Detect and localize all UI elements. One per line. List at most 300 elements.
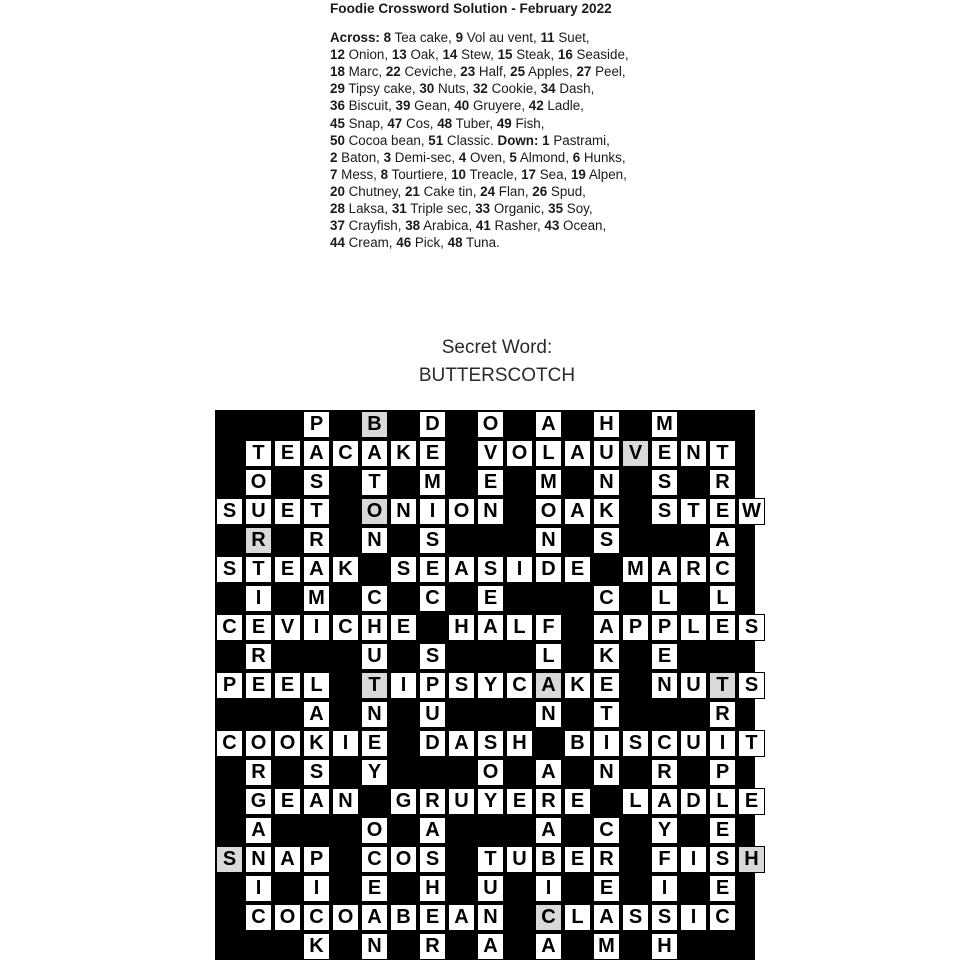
grid-cell: S — [216, 846, 243, 873]
grid-cell: S — [738, 672, 765, 699]
grid-cell: R — [303, 527, 330, 554]
grid-cell: I — [506, 556, 533, 583]
grid-cell: N — [361, 933, 388, 960]
grid-cell: U — [245, 498, 272, 525]
clue-number: 18 — [330, 64, 345, 80]
clue-answer: Demi-sec, — [391, 149, 459, 165]
grid-cell: K — [390, 440, 417, 467]
grid-cell: E — [564, 556, 591, 583]
grid-cell: V — [622, 440, 649, 467]
grid-cell: N — [477, 498, 504, 525]
grid-cell: T — [361, 672, 388, 699]
grid-cell: O — [390, 846, 417, 873]
clue-answer: Onion, — [344, 47, 392, 63]
grid-cell: A — [303, 556, 330, 583]
grid-cell: A — [535, 672, 562, 699]
grid-cell: T — [738, 730, 765, 757]
grid-cell: E — [709, 875, 736, 902]
grid-cell: N — [535, 701, 562, 728]
grid-cell: T — [593, 701, 620, 728]
grid-cell: H — [448, 614, 475, 641]
grid-cell: C — [419, 585, 446, 612]
clue-number: 21 — [404, 183, 420, 199]
clue-number: 41 — [475, 218, 491, 234]
grid-cell: N — [332, 788, 359, 815]
grid-cell: E — [245, 614, 272, 641]
clue-number: Down: 1 — [497, 132, 550, 148]
grid-cell: A — [245, 817, 272, 844]
clue-number: 39 — [395, 98, 411, 114]
grid-cell: L — [506, 614, 533, 641]
grid-cell: K — [303, 933, 330, 960]
clue-answer: Stew, — [457, 47, 498, 63]
clue-answer: Tuna. — [462, 235, 500, 251]
grid-cell: S — [419, 846, 446, 873]
grid-cell: O — [274, 904, 301, 931]
grid-cell: B — [390, 904, 417, 931]
grid-cell: T — [303, 498, 330, 525]
clue-answer: Treacle, — [466, 166, 522, 182]
clue-answer: Nuts, — [434, 81, 473, 97]
clue-number: 51 — [428, 132, 444, 148]
grid-cell: S — [448, 672, 475, 699]
clue-answer: Laksa, — [344, 201, 392, 217]
grid-cell: N — [680, 440, 707, 467]
clue-number: 47 — [387, 115, 403, 131]
grid-cell: T — [245, 556, 272, 583]
grid-cell: S — [651, 469, 678, 496]
clue-answer: Flan, — [495, 183, 533, 199]
clue-answer: Gruyere, — [469, 98, 529, 114]
clue-number: 16 — [557, 47, 573, 63]
clue-answer: Rasher, — [490, 218, 545, 234]
grid-cell: P — [651, 614, 678, 641]
grid-cell: N — [593, 759, 620, 786]
grid-cell: A — [535, 759, 562, 786]
grid-cell: M — [303, 585, 330, 612]
clue-number: 2 — [330, 149, 338, 165]
grid-cell: S — [477, 730, 504, 757]
clue-number: 22 — [385, 64, 401, 80]
clue-answer: Ladle, — [543, 98, 584, 114]
clue-answer: Suet, — [554, 30, 590, 46]
grid-cell: S — [622, 730, 649, 757]
clue-answer: Soy, — [563, 201, 593, 217]
grid-cell: H — [651, 933, 678, 960]
grid-cell: E — [419, 904, 446, 931]
grid-cell: R — [245, 759, 272, 786]
clue-number: 43 — [544, 218, 560, 234]
grid-cell: Y — [477, 672, 504, 699]
grid-cell: A — [448, 730, 475, 757]
grid-cell: G — [245, 788, 272, 815]
clue-answer: Ceviche, — [400, 64, 461, 80]
grid-cell: F — [535, 614, 562, 641]
grid-cell: O — [332, 904, 359, 931]
grid-cell: O — [245, 469, 272, 496]
grid-cell: I — [593, 730, 620, 757]
grid-cell: N — [593, 469, 620, 496]
grid-cell: C — [651, 730, 678, 757]
clue-answer: Organic, — [490, 201, 549, 217]
clue-number: 38 — [405, 218, 421, 234]
grid-cell: I — [245, 875, 272, 902]
grid-cell: R — [593, 846, 620, 873]
grid-cell: T — [361, 469, 388, 496]
grid-cell: S — [709, 846, 736, 873]
grid-cell: V — [274, 614, 301, 641]
grid-cell: E — [738, 788, 765, 815]
grid-cell: C — [361, 846, 388, 873]
clue-answer: Cream, — [344, 235, 397, 251]
grid-cell: I — [651, 875, 678, 902]
grid-cell: N — [535, 527, 562, 554]
clue-answer: Classic. — [443, 132, 498, 148]
grid-cell: E — [274, 788, 301, 815]
grid-cell: E — [709, 614, 736, 641]
clue-answer: Cocoa bean, — [344, 132, 429, 148]
grid-cell: P — [303, 846, 330, 873]
grid-cell: C — [535, 904, 562, 931]
clue-number: 49 — [496, 115, 512, 131]
grid-cell: A — [361, 904, 388, 931]
clue-answer: Ocean, — [559, 218, 607, 234]
grid-cell: C — [332, 440, 359, 467]
solution-line — [330, 183, 730, 200]
grid-cell: R — [680, 556, 707, 583]
grid-cell: O — [448, 498, 475, 525]
grid-cell: U — [506, 846, 533, 873]
clue-answer: Biscuit, — [344, 98, 396, 114]
clue-number: 4 — [458, 149, 467, 165]
grid-cell: I — [390, 672, 417, 699]
grid-cell: F — [651, 846, 678, 873]
grid-cell: E — [709, 817, 736, 844]
grid-cell: A — [535, 817, 562, 844]
clue-number: 33 — [475, 201, 491, 217]
grid-cell: M — [651, 411, 678, 438]
grid-cell: C — [216, 614, 243, 641]
grid-cell: S — [651, 498, 678, 525]
solution-line — [330, 46, 730, 63]
solution-line — [330, 217, 730, 234]
grid-cell: R — [419, 788, 446, 815]
clue-answer: Steak, — [512, 47, 558, 63]
grid-cell: A — [419, 817, 446, 844]
clue-answer: Marc, — [344, 64, 386, 80]
grid-cell: N — [361, 701, 388, 728]
grid-cell: S — [419, 527, 446, 554]
grid-cell: I — [709, 730, 736, 757]
grid-cell: T — [709, 672, 736, 699]
solution-line — [330, 97, 730, 114]
grid-cell: E — [274, 440, 301, 467]
grid-cell: R — [245, 643, 272, 670]
clue-number: 19 — [570, 166, 586, 182]
clue-number: 12 — [330, 47, 345, 63]
grid-cell: R — [651, 759, 678, 786]
clue-number: 34 — [540, 81, 556, 97]
clue-answer: Tuber, — [452, 115, 497, 131]
clue-number: 29 — [330, 81, 345, 97]
grid-cell: S — [738, 614, 765, 641]
grid-cell: S — [419, 643, 446, 670]
grid-cell: E — [361, 875, 388, 902]
clue-number: 17 — [521, 166, 536, 182]
grid-cell: P — [709, 759, 736, 786]
grid-cell: S — [390, 556, 417, 583]
clue-number: 25 — [510, 64, 526, 80]
clue-answer: Pastrami, — [549, 132, 610, 148]
grid-cell: U — [419, 701, 446, 728]
grid-cell: C — [709, 556, 736, 583]
clue-answer: Apples, — [525, 64, 577, 80]
grid-cell: S — [303, 469, 330, 496]
grid-cell: L — [535, 440, 562, 467]
solution-line — [330, 29, 730, 46]
grid-cell: E — [564, 788, 591, 815]
grid-cell: M — [535, 469, 562, 496]
clue-number: 10 — [451, 166, 466, 182]
grid-cell: A — [564, 498, 591, 525]
solution-line — [330, 63, 730, 80]
grid-cell: N — [361, 527, 388, 554]
clue-answer: Tourtiere, — [388, 166, 452, 182]
grid-cell: K — [593, 643, 620, 670]
grid-cell: E — [593, 672, 620, 699]
grid-cell: K — [332, 556, 359, 583]
grid-cell: T — [680, 498, 707, 525]
clue-number: 44 — [330, 235, 345, 251]
solution-line — [330, 200, 730, 217]
grid-cell: T — [245, 440, 272, 467]
grid-cell: N — [477, 904, 504, 931]
clue-number: 20 — [330, 183, 345, 199]
clue-number: 14 — [442, 47, 458, 63]
grid-cell: I — [303, 875, 330, 902]
crossword-grid — [215, 410, 761, 960]
grid-cell: R — [535, 788, 562, 815]
grid-cell: E — [651, 440, 678, 467]
clue-answer: Seaside, — [572, 47, 629, 63]
grid-cell: U — [680, 730, 707, 757]
clue-number: 50 — [330, 132, 345, 148]
grid-cell: D — [535, 556, 562, 583]
clue-answer: Chutney, — [344, 183, 405, 199]
grid-cell: T — [477, 846, 504, 873]
clue-answer: Baton, — [337, 149, 384, 165]
clue-number: 7 — [330, 166, 338, 182]
grid-cell: A — [448, 904, 475, 931]
grid-cell: C — [303, 904, 330, 931]
grid-cell: R — [245, 527, 272, 554]
grid-cell: L — [303, 672, 330, 699]
clue-number: 40 — [454, 98, 470, 114]
grid-cell: G — [390, 788, 417, 815]
solution-line — [330, 115, 730, 132]
grid-cell: D — [419, 730, 446, 757]
grid-cell: P — [622, 614, 649, 641]
clue-number: 36 — [330, 98, 345, 114]
grid-cell: U — [477, 875, 504, 902]
clue-answer: Snap, — [344, 115, 388, 131]
grid-cell: N — [245, 846, 272, 873]
grid-cell: C — [245, 904, 272, 931]
grid-cell: U — [680, 672, 707, 699]
grid-cell: N — [651, 672, 678, 699]
clue-answer: Hunks, — [580, 149, 626, 165]
grid-cell: D — [419, 411, 446, 438]
clue-number: 8 — [380, 166, 389, 182]
grid-cell: I — [419, 498, 446, 525]
grid-cell: S — [593, 527, 620, 554]
grid-cell: C — [332, 614, 359, 641]
clue-answer: Alpen, — [585, 166, 627, 182]
grid-cell: E — [506, 788, 533, 815]
grid-cell: C — [709, 904, 736, 931]
clue-number: 5 — [509, 149, 517, 165]
grid-cell: D — [680, 788, 707, 815]
grid-cell: I — [680, 904, 707, 931]
grid-cell: M — [419, 469, 446, 496]
grid-cell: Y — [361, 759, 388, 786]
grid-cell: V — [477, 440, 504, 467]
grid-cell: E — [651, 643, 678, 670]
grid-cell: T — [709, 440, 736, 467]
solution-title: Foodie Crossword Solution - February 2022 — [330, 1, 612, 16]
grid-cell: L — [709, 788, 736, 815]
grid-cell: E — [709, 498, 736, 525]
clue-answer: Tipsy cake, — [344, 81, 420, 97]
clue-answer: Arabica, — [420, 218, 476, 234]
grid-cell: R — [709, 701, 736, 728]
grid-cell: A — [477, 614, 504, 641]
grid-cell: C — [216, 730, 243, 757]
grid-cell: E — [274, 498, 301, 525]
grid-cell: Y — [477, 788, 504, 815]
clue-answer: Oak, — [406, 47, 443, 63]
grid-cell: K — [593, 498, 620, 525]
secret-word-heading: Secret Word: — [441, 337, 553, 358]
grid-cell: S — [622, 904, 649, 931]
clue-answer: Pick, — [411, 235, 448, 251]
grid-cell: A — [535, 933, 562, 960]
grid-cell: L — [680, 614, 707, 641]
grid-cell: A — [303, 440, 330, 467]
grid-cell: L — [622, 788, 649, 815]
grid-cell: A — [448, 556, 475, 583]
grid-cell: S — [303, 759, 330, 786]
grid-cell: H — [593, 411, 620, 438]
grid-cell: P — [216, 672, 243, 699]
clue-answer: Peel, — [591, 64, 626, 80]
clue-number: 30 — [419, 81, 435, 97]
grid-cell: U — [448, 788, 475, 815]
grid-cell: O — [477, 759, 504, 786]
grid-cell: O — [361, 817, 388, 844]
grid-cell: E — [593, 875, 620, 902]
clue-number: 24 — [480, 183, 496, 199]
grid-cell: P — [419, 672, 446, 699]
grid-cell: E — [245, 672, 272, 699]
grid-cell: O — [274, 730, 301, 757]
grid-cell: M — [622, 556, 649, 583]
clue-answer: Fish, — [511, 115, 545, 131]
grid-cell: B — [535, 846, 562, 873]
clue-number: 26 — [532, 183, 548, 199]
clue-number: 23 — [460, 64, 476, 80]
solution-line — [330, 149, 730, 166]
grid-cell: E — [361, 730, 388, 757]
grid-cell: M — [593, 933, 620, 960]
clue-number: 37 — [330, 218, 345, 234]
grid-cell: N — [390, 498, 417, 525]
grid-cell: S — [216, 498, 243, 525]
grid-cell: B — [361, 411, 388, 438]
grid-cell: K — [564, 672, 591, 699]
grid-cell: O — [245, 730, 272, 757]
grid-cell: A — [274, 846, 301, 873]
grid-cell: E — [419, 556, 446, 583]
clue-answer: Half, — [475, 64, 511, 80]
grid-cell: H — [419, 875, 446, 902]
grid-cell: Y — [651, 817, 678, 844]
solution-line — [330, 234, 730, 251]
solution-lines — [330, 29, 730, 251]
clue-answer: Gean, — [410, 98, 455, 114]
grid-cell: S — [216, 556, 243, 583]
grid-cell: L — [535, 643, 562, 670]
grid-cell: I — [680, 846, 707, 873]
grid-cell: R — [419, 933, 446, 960]
solution-line — [330, 166, 730, 183]
grid-cell: I — [245, 585, 272, 612]
grid-cell: E — [419, 440, 446, 467]
solution-line — [330, 80, 730, 97]
grid-cell: W — [738, 498, 765, 525]
clue-number: 9 — [455, 30, 464, 46]
clue-number: 15 — [497, 47, 513, 63]
clue-number: 46 — [396, 235, 412, 251]
grid-cell: E — [477, 469, 504, 496]
grid-cell: A — [303, 701, 330, 728]
grid-cell: H — [361, 614, 388, 641]
grid-cell: L — [564, 904, 591, 931]
grid-cell: E — [564, 846, 591, 873]
clue-number: 45 — [330, 115, 345, 131]
grid-cell: K — [303, 730, 330, 757]
clue-number: 13 — [391, 47, 407, 63]
clue-number: 42 — [528, 98, 544, 114]
grid-cell: U — [593, 440, 620, 467]
clue-answer: Tea cake, — [391, 30, 456, 46]
grid-cell: A — [477, 933, 504, 960]
grid-cell: A — [651, 556, 678, 583]
clue-answer: Mess, — [337, 166, 381, 182]
grid-cell: U — [361, 643, 388, 670]
clue-number: 35 — [548, 201, 564, 217]
clue-number: 28 — [330, 201, 345, 217]
clue-answer: Cake tin, — [419, 183, 481, 199]
grid-cell: E — [274, 556, 301, 583]
clue-number: 48 — [447, 235, 463, 251]
grid-cell: E — [274, 672, 301, 699]
grid-cell: A — [361, 440, 388, 467]
grid-cell: I — [535, 875, 562, 902]
grid-cell: P — [303, 411, 330, 438]
grid-cell: B — [564, 730, 591, 757]
grid-cell: A — [709, 527, 736, 554]
